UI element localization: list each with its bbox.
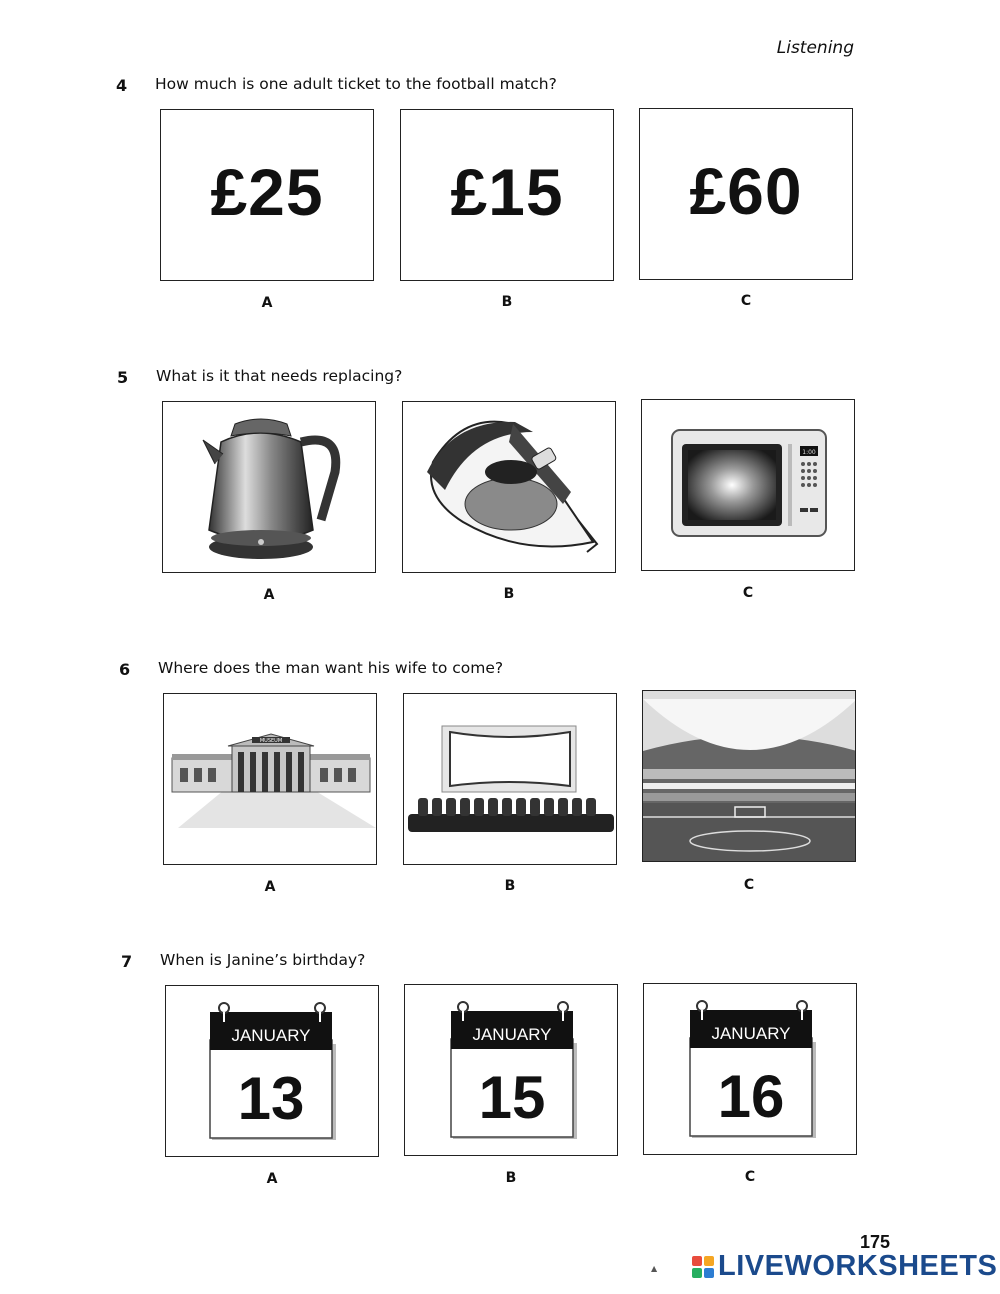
question-text: How much is one adult ticket to the football match?	[155, 75, 557, 93]
calendar-picture	[405, 985, 618, 1156]
option-label: C	[743, 877, 755, 893]
logo-square	[704, 1256, 714, 1266]
option-c-box[interactable]	[639, 108, 853, 280]
option-label: A	[266, 1171, 278, 1187]
calendar-picture	[644, 984, 857, 1155]
question-text: What is it that needs replacing?	[156, 367, 403, 385]
iron-picture	[403, 402, 616, 573]
page-number: 175	[860, 1232, 891, 1252]
liveworksheets-logo[interactable]	[692, 1250, 997, 1283]
stadium-picture	[643, 691, 856, 862]
option-b-box[interactable]	[402, 401, 616, 573]
kettle-picture	[163, 402, 376, 573]
museum-sign: MUSEUM	[259, 738, 283, 744]
microwave-picture	[642, 400, 855, 571]
option-a-box[interactable]	[165, 985, 379, 1157]
option-label: C	[744, 1169, 756, 1185]
question-text: When is Janine’s birthday?	[160, 951, 366, 969]
option-label: A	[263, 587, 275, 603]
microwave-display: 1:00	[802, 449, 816, 456]
question-text: Where does the man want his wife to come?	[158, 659, 504, 677]
calendar-picture	[166, 986, 379, 1157]
option-c-box[interactable]	[642, 690, 856, 862]
option-a-box[interactable]	[162, 401, 376, 573]
logo-square	[704, 1268, 714, 1278]
question-number: 5	[117, 368, 129, 387]
option-b-box[interactable]	[400, 109, 614, 281]
question-number: 7	[121, 952, 133, 971]
option-label: B	[504, 878, 516, 894]
option-b-box[interactable]	[404, 984, 618, 1156]
option-b-box[interactable]	[403, 693, 617, 865]
section-title: Listening	[776, 38, 854, 58]
option-label: B	[503, 586, 515, 602]
option-c-box[interactable]	[643, 983, 857, 1155]
option-label: A	[261, 295, 273, 311]
logo-square	[692, 1256, 702, 1266]
decorative-dot: ▲	[651, 1264, 658, 1273]
calendar-month: JANUARY	[231, 1026, 311, 1045]
calendar-day: 15	[478, 1064, 546, 1131]
logo-text: LIVEWORKSHEETS	[718, 1250, 998, 1282]
option-label: B	[505, 1170, 517, 1186]
option-label: C	[740, 293, 752, 309]
logo-icon	[692, 1256, 714, 1278]
question-number: 6	[119, 660, 131, 679]
calendar-month: JANUARY	[711, 1024, 791, 1043]
price-value: £15	[450, 155, 564, 229]
logo-square	[692, 1268, 702, 1278]
price-value: £60	[689, 154, 803, 228]
question-number: 4	[116, 76, 128, 95]
museum-picture	[164, 694, 377, 865]
price-value: £25	[210, 155, 324, 229]
option-a-box[interactable]	[160, 109, 374, 281]
cinema-picture	[404, 694, 617, 865]
option-a-box[interactable]	[163, 693, 377, 865]
option-label: B	[501, 294, 513, 310]
calendar-month: JANUARY	[472, 1025, 552, 1044]
option-label: C	[742, 585, 754, 601]
option-label: A	[264, 879, 276, 895]
calendar-day: 13	[237, 1065, 305, 1132]
option-c-box[interactable]	[641, 399, 855, 571]
calendar-day: 16	[717, 1063, 785, 1130]
